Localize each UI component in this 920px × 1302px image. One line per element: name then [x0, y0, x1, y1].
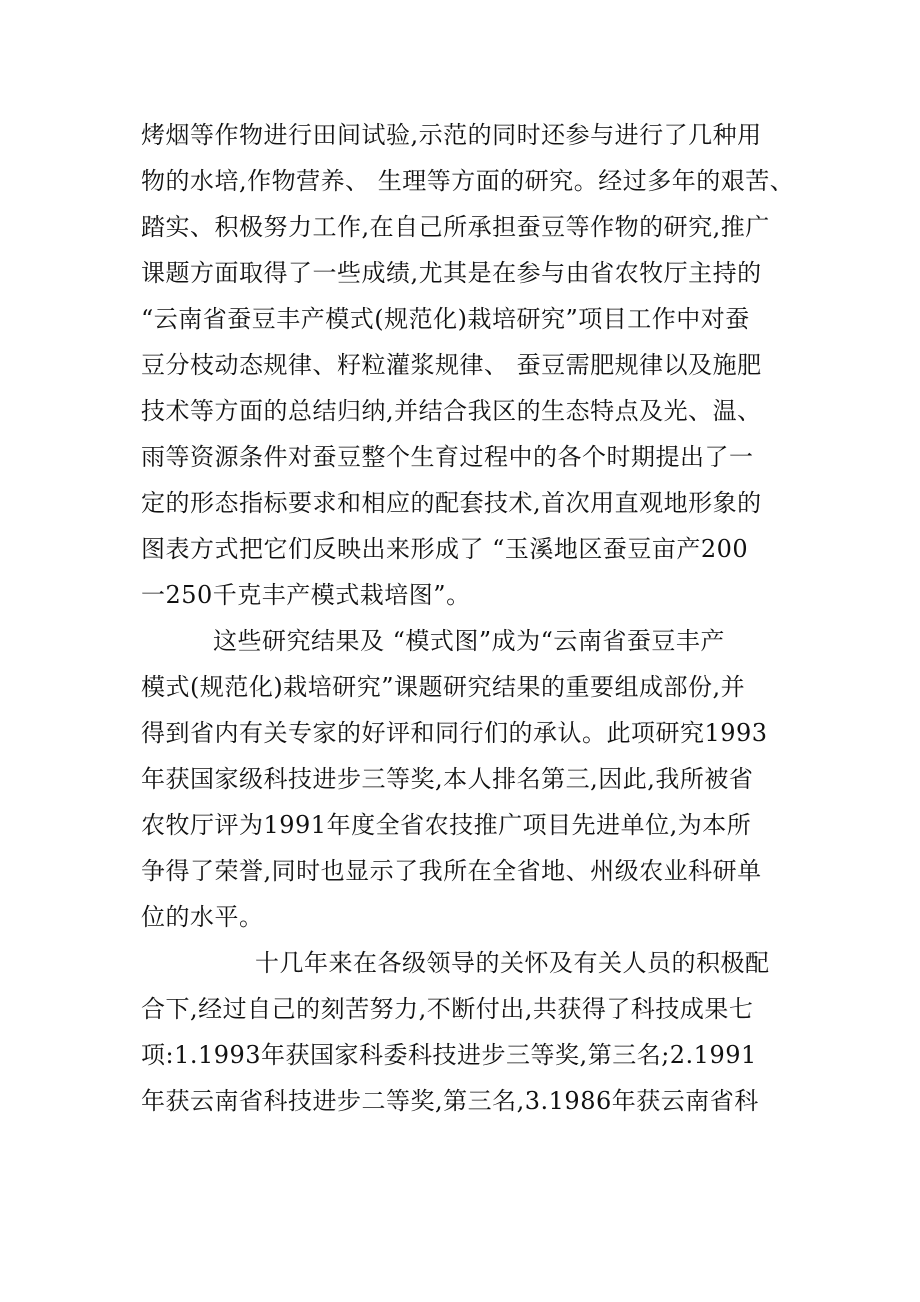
text-line: 得到省内有关专家的好评和同行们的承认。此项研究1993	[141, 719, 768, 747]
paragraph-first-line: 十几年来在各级领导的关怀及有关人员的积极配	[255, 949, 770, 977]
text-line: 年获云南省科技进步二等奖,第三名,3.1986年获云南省科	[141, 1087, 759, 1115]
text-line: 一250千克丰产模式栽培图”。	[141, 581, 471, 609]
text-line: 豆分枝动态规律、籽粒灌浆规律、 蚕豆需肥规律以及施肥	[141, 351, 762, 379]
body-text	[141, 112, 795, 1124]
paragraph-first-line: 这些研究结果及 “模式图”成为“云南省蚕豆丰产	[213, 627, 725, 655]
text-line: “云南省蚕豆丰产模式(规范化)栽培研究”项目工作中对蚕	[141, 305, 750, 333]
text-line: 烤烟等作物进行田间试验,示范的同时还参与进行了几种用	[141, 121, 762, 149]
text-line: 雨等资源条件对蚕豆整个生育过程中的各个时期提出了一	[141, 443, 754, 471]
text-line: 课题方面取得了一些成绩,尤其是在参与由省农牧厅主持的	[141, 259, 762, 287]
text-line: 模式(规范化)栽培研究”课题研究结果的重要组成部份,并	[141, 673, 746, 701]
text-line: 物的水培,作物营养、 生理等方面的研究。经过多年的艰苦、	[141, 167, 795, 195]
text-line: 合下,经过自己的刻苦努力,不断付出,共获得了科技成果七	[141, 995, 754, 1023]
text-line: 图表方式把它们反映出来形成了 “玉溪地区蚕豆亩产200	[141, 535, 749, 563]
text-line: 年获国家级科技进步三等奖,本人排名第三,因此,我所被省	[141, 765, 754, 793]
text-line: 位的水平。	[141, 903, 264, 931]
text-line: 技术等方面的总结归纳,并结合我区的生态特点及光、温、	[141, 397, 762, 425]
text-line: 项:1.1993年获国家科委科技进步三等奖,第三名;2.1991	[141, 1041, 757, 1069]
text-line: 定的形态指标要求和相应的配套技术,首次用直观地形象的	[141, 489, 762, 517]
text-line: 踏实、积极努力工作,在自己所承担蚕豆等作物的研究,推广	[141, 213, 770, 241]
text-line: 农牧厅评为1991年度全省农技推广项目先进单位,为本所	[141, 811, 752, 839]
text-line: 争得了荣誉,同时也显示了我所在全省地、州级农业科研单	[141, 857, 762, 885]
